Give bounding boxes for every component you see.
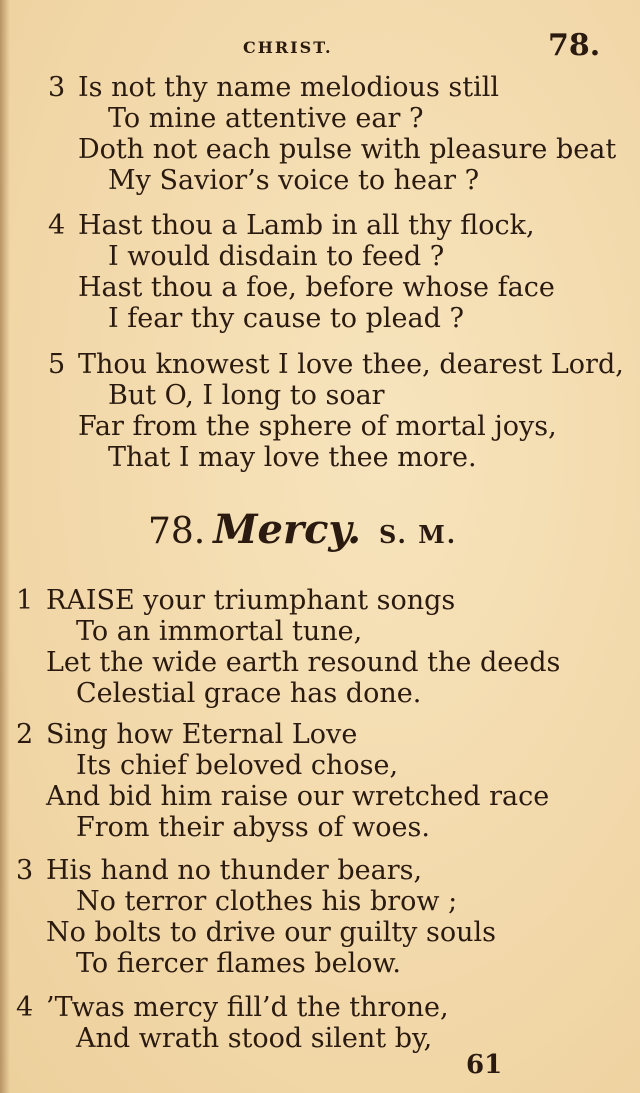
stanza-number: 4: [16, 992, 34, 1023]
verse-line: Hast thou a foe, before whose face: [78, 272, 555, 303]
verse-line: Thou knowest I love thee, dearest Lord,: [78, 349, 624, 380]
verse-line: That I may love thee more.: [108, 442, 477, 473]
verse-line: My Savior’s voice to hear ?: [108, 165, 480, 196]
stanza-number: 1: [16, 585, 34, 616]
verse-line: Celestial grace has done.: [76, 678, 422, 709]
stanza-number: 4: [48, 210, 66, 241]
hymn-tune-name: Mercy.: [213, 506, 361, 553]
verse-line: And bid him raise our wretched race: [46, 781, 550, 812]
stanza-top-4: [48, 210, 555, 334]
verse-line: To mine attentive ear ?: [108, 103, 424, 134]
verse-line: Is not thy name melodious still: [78, 72, 499, 103]
verse-line: No bolts to drive our guilty souls: [46, 917, 497, 948]
hymn-meter: S. M.: [379, 520, 458, 549]
verse-line: And wrath stood silent by,: [76, 1023, 433, 1054]
verse-line: To an immortal tune,: [76, 616, 363, 647]
stanza-4: [16, 992, 449, 1054]
verse-line: Its chief beloved chose,: [76, 750, 399, 781]
verse-line: No terror clothes his brow ;: [76, 886, 458, 917]
stanza-number: 5: [48, 349, 66, 380]
hymn-title: [148, 506, 457, 553]
page-gutter-shadow: [0, 0, 10, 1093]
stanza-number: 2: [16, 719, 34, 750]
verse-line: From their abyss of woes.: [76, 812, 430, 843]
stanza-number: 3: [16, 855, 34, 886]
verse-line: Far from the sphere of mortal joys,: [78, 411, 557, 442]
running-header: CHRIST.: [243, 38, 333, 57]
hymn-title-number: 78.: [148, 511, 206, 552]
verse-line: I fear thy cause to plead ?: [108, 303, 464, 334]
verse-line: But O, I long to soar: [108, 380, 385, 411]
header-hymn-number: 78.: [548, 28, 601, 63]
stanza-top-3: [48, 72, 616, 196]
verse-line: Doth not each pulse with pleasure beat: [78, 134, 617, 165]
verse-line: Sing how Eternal Love: [46, 719, 358, 750]
stanza-2: [16, 719, 549, 843]
stanza-top-5: [48, 349, 624, 473]
verse-line: I would disdain to feed ?: [108, 241, 445, 272]
verse-line: His hand no thunder bears,: [46, 855, 423, 886]
verse-line: Hast thou a Lamb in all thy flock,: [78, 210, 535, 241]
stanza-3: [16, 855, 496, 979]
verse-line: RAISE your triumphant songs: [46, 585, 456, 616]
stanza-1: [16, 585, 560, 709]
page-number: 61: [466, 1050, 503, 1080]
verse-line: ’Twas mercy fill’d the throne,: [46, 992, 449, 1023]
verse-line: To fiercer flames below.: [76, 948, 402, 979]
stanza-number: 3: [48, 72, 66, 103]
verse-line: Let the wide earth resound the deeds: [46, 647, 561, 678]
